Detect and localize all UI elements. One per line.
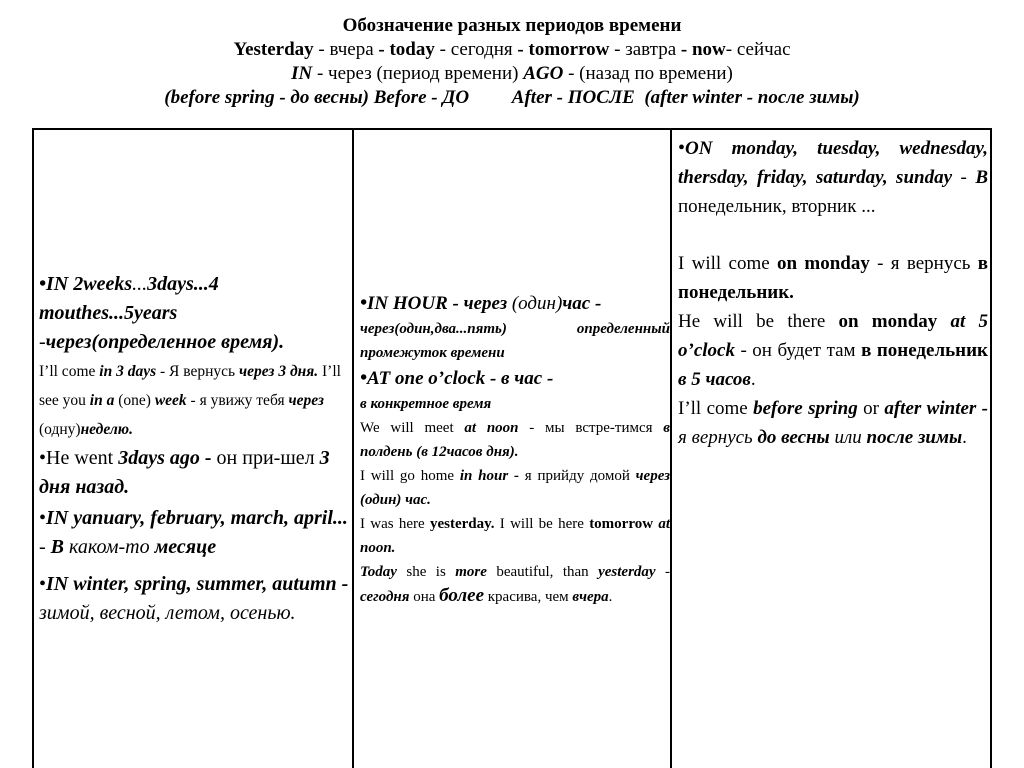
rule-text: ON monday, tuesday, wednesday, thersday, friday, saturday, sunday (678, 138, 988, 188)
example-text: через 3 дня. (238, 363, 319, 380)
example-text: красива, чем (484, 588, 573, 605)
in-term: IN (291, 63, 313, 84)
now-translation: - сейчас (725, 39, 791, 60)
rule-text: каком-то (64, 536, 155, 558)
bullet: • (39, 573, 47, 595)
rule-text: через(определенное время). (45, 331, 285, 353)
in-hour-rule (360, 290, 670, 317)
example-text: (one) (114, 392, 155, 409)
on-monday-at-example (678, 307, 988, 394)
example-text: . (608, 588, 613, 605)
page-header (0, 14, 1024, 110)
at-time-rule (360, 365, 670, 392)
comparison-example (360, 560, 670, 609)
header-line-2 (0, 38, 1024, 62)
example-text: I will go home (360, 467, 460, 484)
example-text: I will come (678, 253, 777, 274)
in-seasons-rule (39, 570, 350, 628)
example-text: We will meet (360, 419, 465, 436)
example-text: before spring (753, 398, 858, 419)
example-text: она (409, 588, 440, 605)
example-text: до весны (757, 427, 830, 448)
example-text: week (154, 392, 187, 409)
example-text: или (829, 427, 867, 448)
yesterday-term: Yesterday (233, 39, 314, 60)
example-text: yesterday. (429, 515, 495, 532)
tomorrow-term: - tomorrow (517, 39, 610, 60)
example-text: в полдень (в 12часов дня). (360, 419, 670, 460)
rule-text: В (975, 167, 988, 188)
example-text (937, 311, 950, 332)
table-cell-hours (356, 130, 672, 768)
example-text: более (439, 584, 485, 606)
ago-term: AGO (523, 63, 564, 84)
rule-text: IN winter, spring, summer, autumn - (46, 573, 349, 595)
example-text: she is (396, 563, 456, 580)
example-text: I’ll come (678, 398, 754, 419)
header-line-3 (0, 62, 1024, 86)
example-text: я вернусь (678, 427, 758, 448)
in-months-rule (39, 504, 350, 562)
example-text: yesterday (598, 563, 656, 580)
example-text: в понедельник. (678, 253, 989, 303)
example-text: Today (360, 563, 397, 580)
header-line-4: (before spring - до весны) Before - ДО After - ПОСЛЕ (after winter - после зимы) (164, 87, 860, 108)
example-text: в 5 часов (678, 369, 751, 390)
before-after-example (678, 394, 988, 452)
in-duration-rule (39, 270, 350, 357)
rule-text: понедельник, вторник ... (678, 196, 876, 217)
example-text: - (655, 563, 671, 580)
rule-text: AT one o’clock - в час - (367, 367, 554, 389)
table-cell-days (674, 130, 990, 768)
rule-text: он при-шел (211, 447, 320, 469)
tomorrow-translation: - завтра (609, 39, 681, 60)
today-term: - today (378, 39, 435, 60)
example-text: - он будет там (734, 340, 862, 361)
page-title: Обозначение разных периодов времени (342, 15, 682, 36)
yesterday-translation: - вчера (313, 39, 379, 60)
example-text: вчера (572, 588, 609, 605)
rule-text: (один) (507, 292, 563, 314)
in-hour-example (360, 464, 670, 512)
example-text: I’ll come (39, 363, 100, 380)
example-text: через (один) час. (360, 467, 671, 508)
yesterday-example (360, 512, 670, 560)
example-text: I’ll see you (39, 363, 341, 409)
rule-text: ... (132, 273, 148, 295)
bullet: • (678, 137, 686, 159)
table-cell-duration (34, 130, 354, 768)
example-text: я прийду домой (518, 467, 636, 484)
grammar-table (32, 128, 992, 768)
rule-text: IN yanuary, february, march, april... (46, 507, 348, 529)
example-text: I will be here (494, 515, 590, 532)
rule-text: месяце (154, 536, 217, 558)
example-text: неделю. (80, 421, 133, 438)
bullet: • (39, 447, 47, 469)
example-text: - мы встре-тимся (518, 419, 664, 436)
now-term: - now (680, 39, 726, 60)
example-text: at noon. (360, 515, 670, 556)
rule-text: В (50, 536, 65, 558)
in-translation: - через (период времени) (312, 63, 524, 84)
rule-text: 3days...4 mouthes...5years (39, 273, 219, 324)
bullet: • (360, 291, 368, 314)
rule-text: 3 дня назад. (39, 447, 330, 498)
example-text: at 5 o’clock (678, 311, 989, 361)
on-monday-example (678, 249, 988, 307)
ago-translation: - (назад по времени) (563, 63, 733, 84)
in-hour-description: через(один,два...пять) определенный промежуток времени (360, 320, 670, 361)
on-days-rule (678, 134, 988, 221)
rule-text: He went (46, 447, 119, 469)
rule-text: 3days ago - (118, 447, 212, 469)
rule-text: зимой, весной, летом, осенью. (39, 602, 296, 624)
example-text: I was here (360, 515, 430, 532)
rule-text: IN HOUR - через (367, 292, 508, 314)
example-text: or (857, 398, 885, 419)
bullet: • (39, 273, 47, 295)
bullet: • (360, 366, 368, 389)
spacer (678, 221, 988, 249)
example-text: He will be there (678, 311, 839, 332)
bullet: • (39, 507, 47, 529)
example-text: - Я вернусь (156, 363, 239, 380)
example-text: (одну) (39, 421, 81, 438)
example-text: in hour - (459, 467, 519, 484)
in-duration-examples (39, 357, 350, 444)
example-text: . (962, 427, 967, 448)
example-text: on monday (776, 253, 870, 274)
example-text: - я увижу тебя (186, 392, 289, 409)
example-text: after winter - (884, 398, 988, 419)
example-text: после зимы (866, 427, 963, 448)
example-text: more (455, 563, 487, 580)
example-text: in a (89, 392, 115, 409)
example-text: - я вернусь (869, 253, 978, 274)
example-text: в понедельник (861, 340, 988, 361)
rule-text: час - (562, 292, 602, 314)
rule-text: - (952, 167, 976, 188)
example-text: сегодня (360, 588, 410, 605)
example-text: in 3 days (99, 363, 157, 380)
ago-rule (39, 444, 350, 502)
example-text: через (288, 392, 324, 409)
rule-text: - (39, 331, 46, 353)
example-text: . (750, 369, 756, 390)
at-noon-example (360, 416, 670, 464)
today-translation: - сегодня (434, 39, 518, 60)
example-text: at noon (464, 419, 519, 436)
rule-text: IN 2weeks (46, 273, 133, 295)
example-text: tomorrow (589, 515, 654, 532)
example-text: on monday (838, 311, 938, 332)
rule-text: - (39, 536, 51, 558)
example-text: beautiful, than (486, 563, 599, 580)
at-time-description: в конкретное время (360, 395, 492, 412)
